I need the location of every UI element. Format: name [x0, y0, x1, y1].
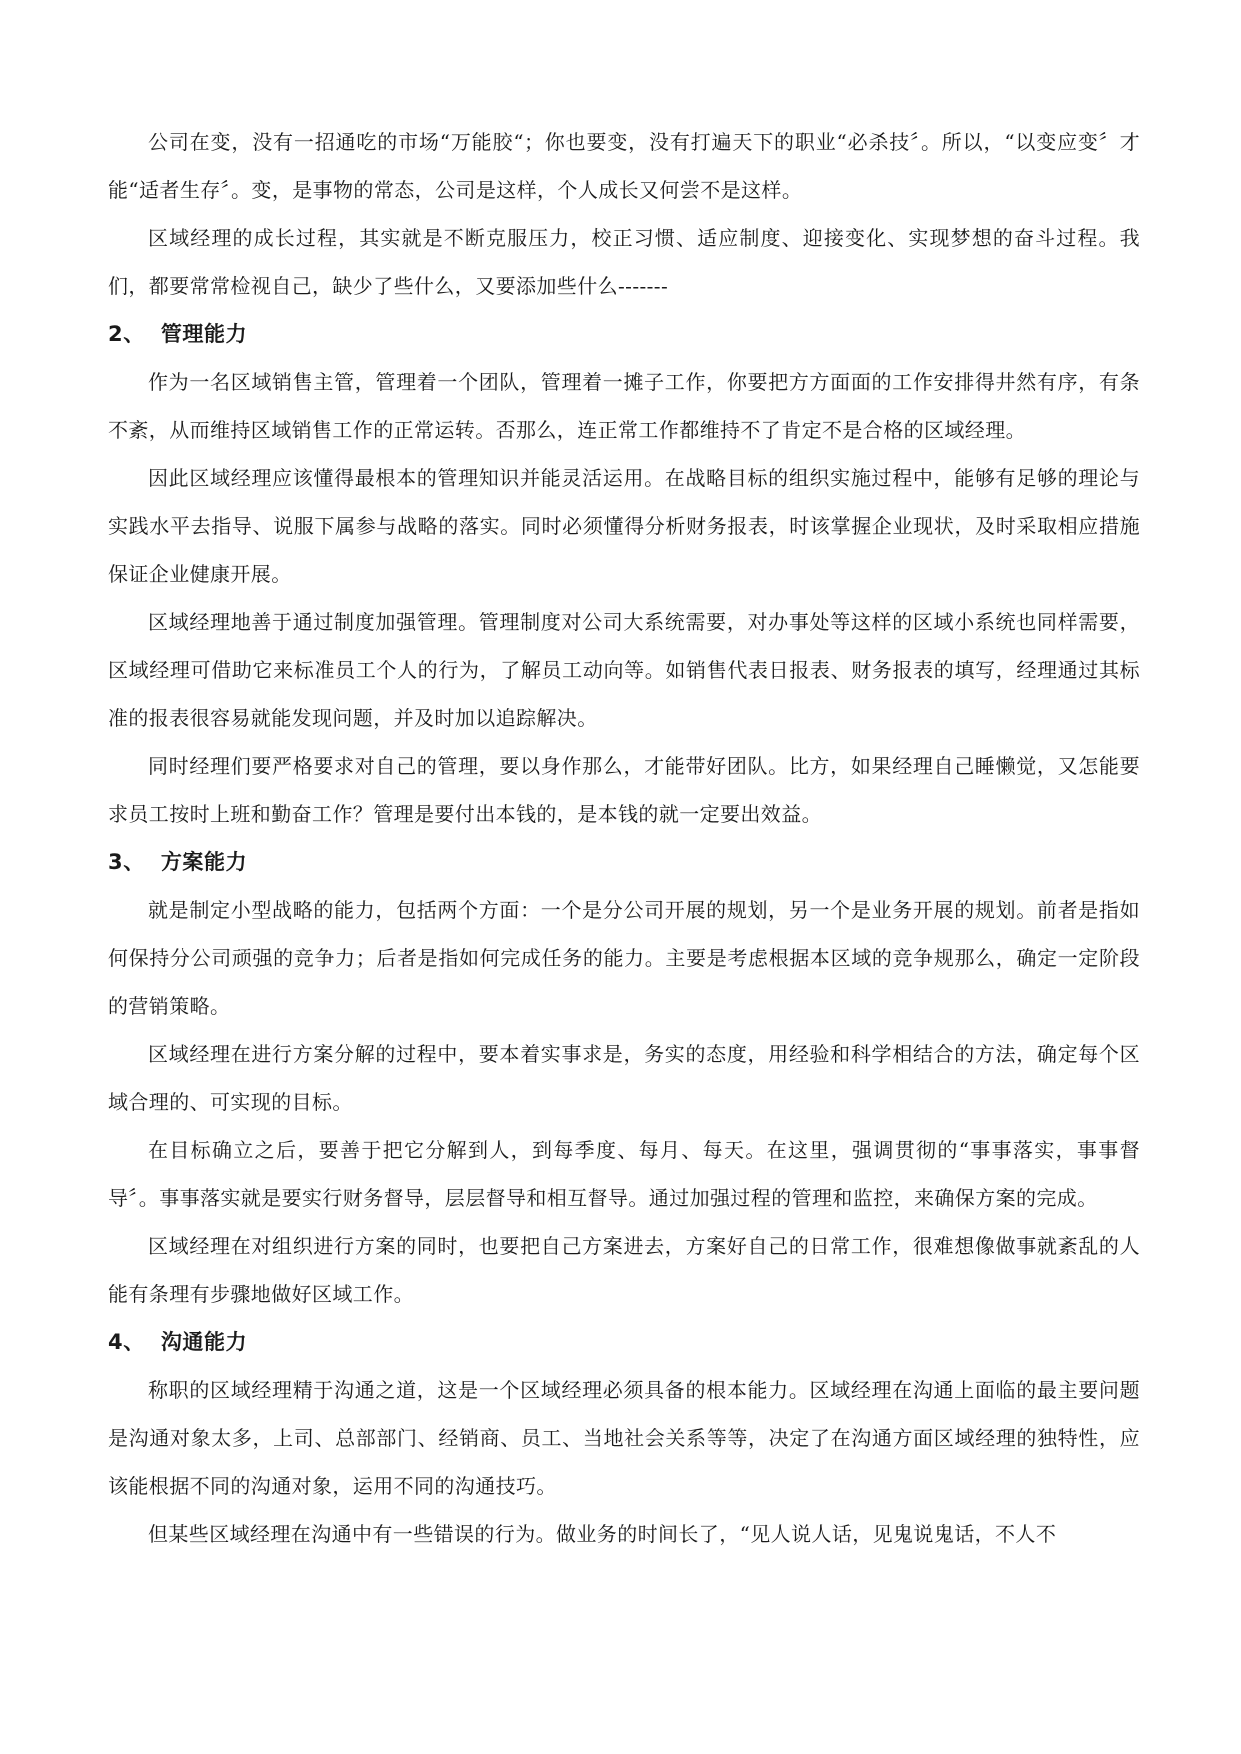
paragraph: 作为一名区域销售主管，管理着一个团队，管理着一摊子工作，你要把方方面面的工作安排得井然有序，有条不紊，从而维持区域销售工作的正常运转。否那么，连正常工作都维持不了肯定不是合格的区域经理。 [108, 370, 1140, 442]
paragraph: 在目标确立之后，要善于把它分解到人，到每季度、每月、每天。在这里，强调贯彻的“事事落实，事事督导〞。事事落实就是要实行财务督导，层层督导和相互督导。通过加强过程的管理和监控，来确保方案的完成。 [108, 1138, 1140, 1210]
paragraph: 称职的区域经理精于沟通之道，这是一个区域经理必须具备的根本能力。区域经理在沟通上面临的最主要问题是沟通对象太多，上司、总部部门、经销商、员工、当地社会关系等等，决定了在沟通方面区域经理的独特性，应该能根据不同的沟通对象，运用不同的沟通技巧。 [108, 1378, 1140, 1498]
paragraph: 区域经理在对组织进行方案的同时，也要把自己方案进去，方案好自己的日常工作，很难想像做事就紊乱的人能有条理有步骤地做好区域工作。 [108, 1234, 1140, 1306]
paragraph: 同时经理们要严格要求对自己的管理，要以身作那么，才能带好团队。比方，如果经理自己睡懒觉，又怎能要求员工按时上班和勤奋工作？管理是要付出本钱的，是本钱的就一定要出效益。 [108, 754, 1140, 826]
section-communication [108, 1318, 1140, 1558]
paragraph: 因此区域经理应该懂得最根本的管理知识并能灵活运用。在战略目标的组织实施过程中，能够有足够的理论与实践水平去指导、说服下属参与战略的落实。同时必须懂得分析财务报表，时该掌握企业现状，及时采取相应措施保证企业健康开展。 [108, 466, 1140, 586]
section-number: 2、 [108, 322, 145, 346]
section-planning [108, 838, 1140, 1318]
paragraph: 区域经理的成长过程，其实就是不断克服压力，校正习惯、适应制度、迎接变化、实现梦想的奋斗过程。我们，都要常常检视自己，缺少了些什么，又要添加些什么------- [108, 226, 1140, 298]
section-title: 方案能力 [160, 850, 248, 874]
paragraph: 但某些区域经理在沟通中有一些错误的行为。做业务的时间长了，“见人说人话，见鬼说鬼话，不人不 [148, 1522, 1057, 1546]
section-heading [108, 838, 1140, 886]
section-number: 4、 [108, 1330, 145, 1354]
paragraph: 公司在变，没有一招通吃的市场“万能胶“；你也要变，没有打遍天下的职业“必杀技〞。所以，“以变应变〞才能“适者生存〞。变，是事物的常态，公司是这样，个人成长又何尝不是这样。 [108, 130, 1140, 202]
section-number: 3、 [108, 850, 145, 874]
paragraph: 就是制定小型战略的能力，包括两个方面：一个是分公司开展的规划，另一个是业务开展的规划。前者是指如何保持分公司顽强的竞争力；后者是指如何完成任务的能力。主要是考虑根据本区域的竞争规那么，确定一定阶段的营销策略。 [108, 898, 1140, 1018]
section-intro [108, 118, 1140, 310]
paragraph: 区域经理地善于通过制度加强管理。管理制度对公司大系统需要，对办事处等这样的区域小系统也同样需要，区域经理可借助它来标准员工个人的行为，了解员工动向等。如销售代表日报表、财务报表的填写，经理通过其标准的报表很容易就能发现问题，并及时加以追踪解决。 [108, 610, 1140, 730]
document-page [108, 118, 1140, 1558]
section-management [108, 310, 1140, 838]
section-heading [108, 310, 1140, 358]
section-title: 沟通能力 [160, 1330, 248, 1354]
section-title: 管理能力 [160, 322, 248, 346]
section-heading [108, 1318, 1140, 1366]
paragraph: 区域经理在进行方案分解的过程中，要本着实事求是，务实的态度，用经验和科学相结合的方法，确定每个区域合理的、可实现的目标。 [108, 1042, 1140, 1114]
